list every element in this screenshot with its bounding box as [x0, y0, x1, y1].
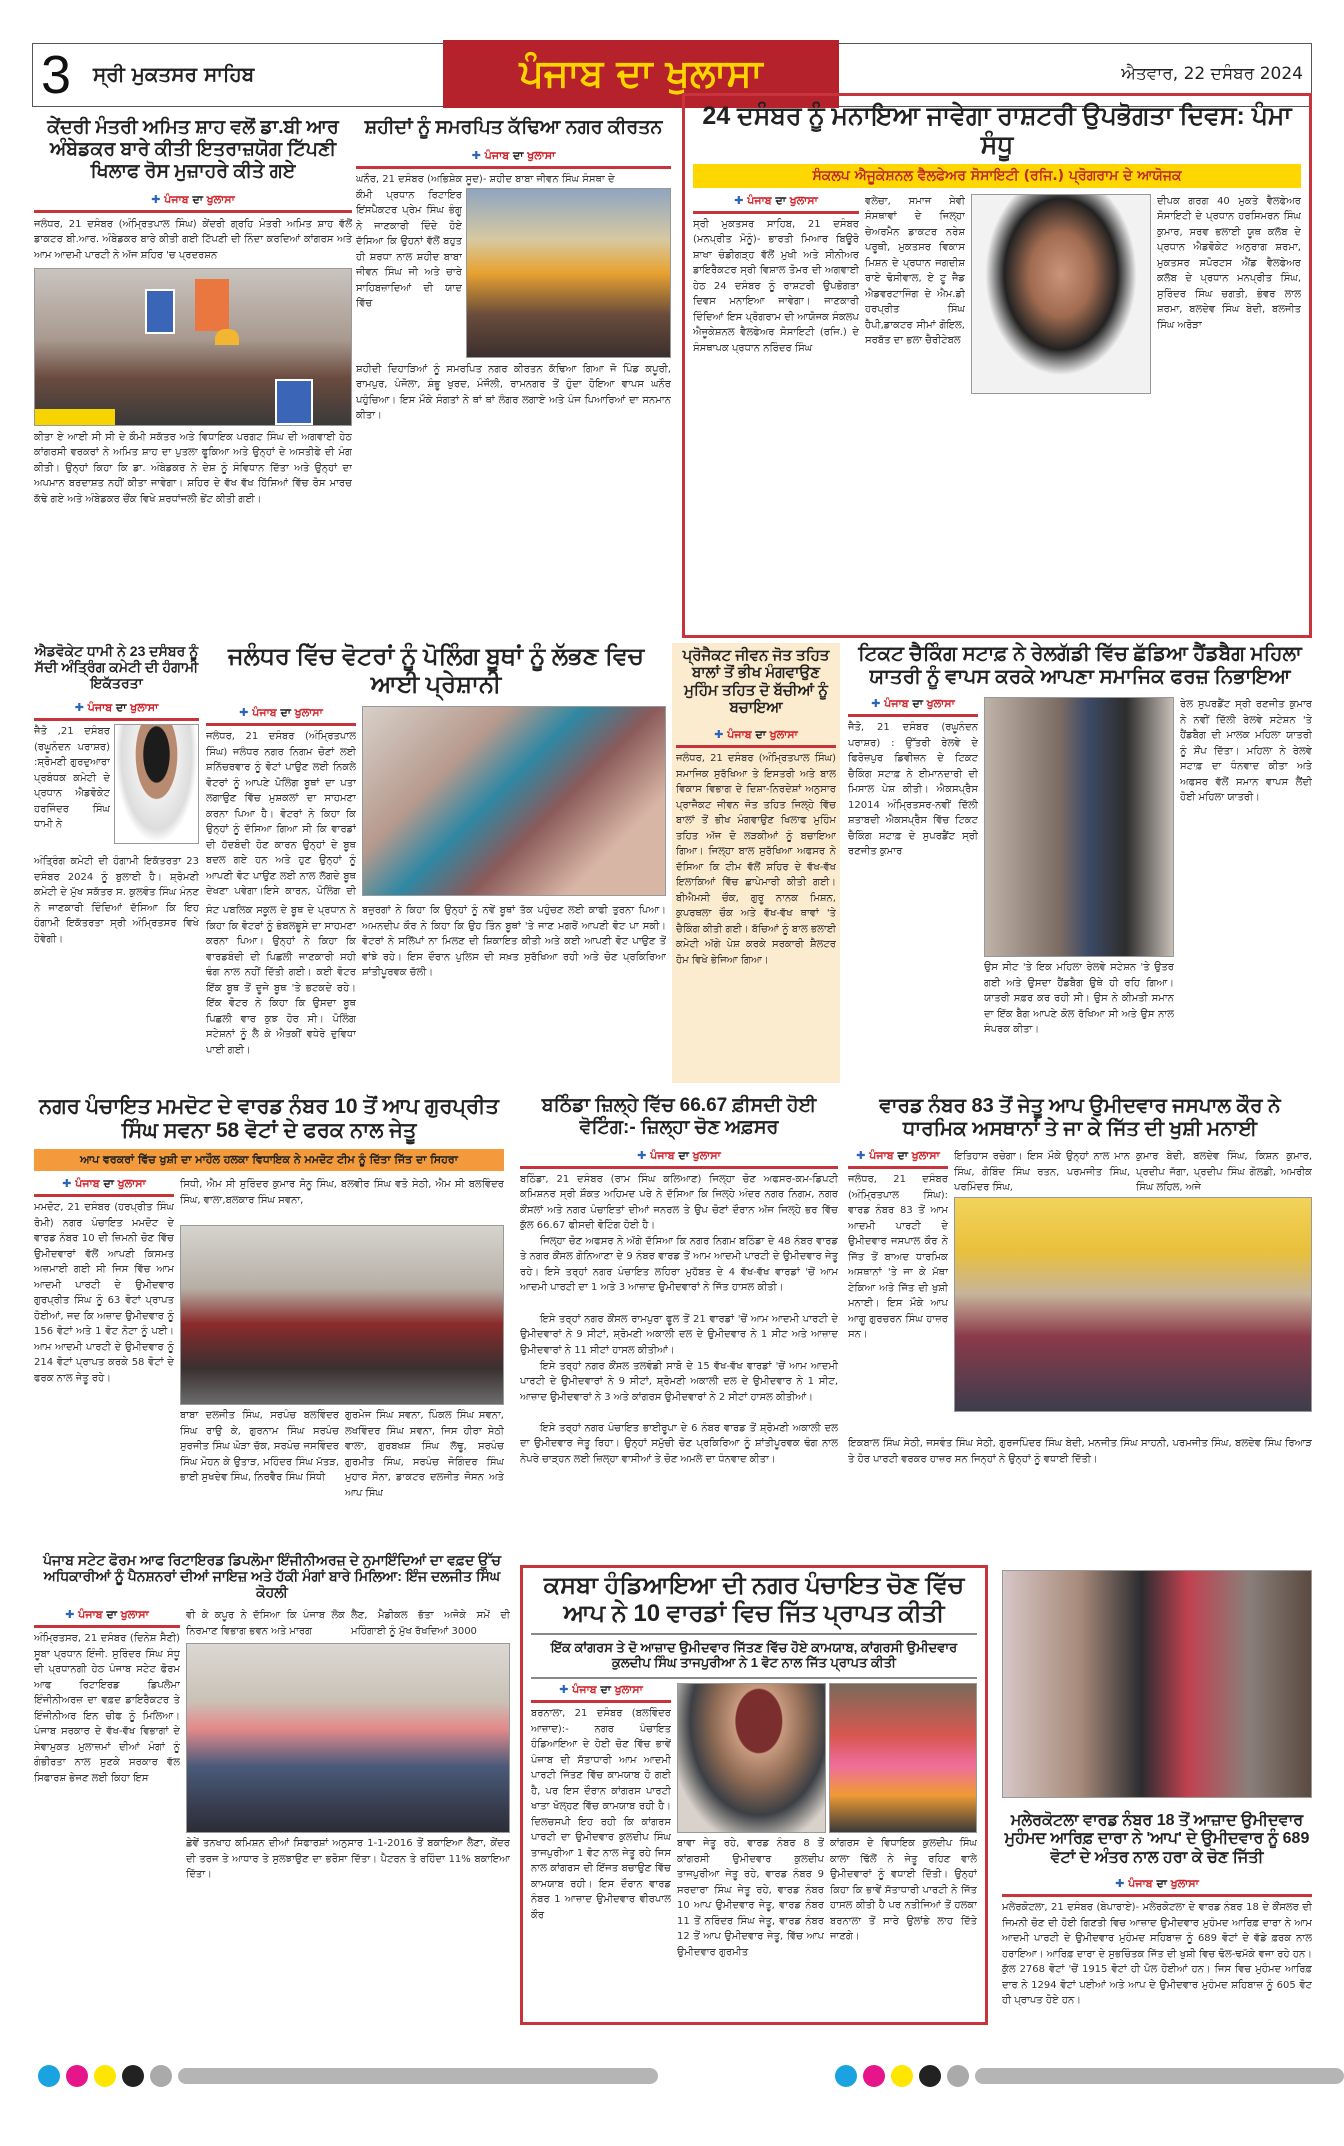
subheadline: ਇੱਕ ਕਾਂਗਰਸ ਤੇ ਦੋ ਆਜ਼ਾਦ ਉਮੀਦਵਾਰ ਜਿੱਤਣ ਵਿੱਚ ਹੋਏ ਕਾਮਯਾਬ, ਕਾਂਗਰਸੀ ਉਮੀਦਵਾਰ ਕੁਲਦੀਪ ਸਿੰਘ ਤਾਜਪੁਰੀਆ ਨੇ 1 ਵੋਟ ਨਾਲ ਜਿੱਤ ਪ੍ਰਾਪਤ ਕੀਤੀ — [550, 1640, 958, 1671]
headline: ਮਲੇਰਕੋਟਲਾ ਵਾਰਡ ਨੰਬਰ 18 ਤੋਂ ਆਜ਼ਾਦ ਉਮੀਦਵਾਰ ਮੁਹੰਮਦ ਆਰਿਫ਼ ਦਾਰਾ ਨੇ 'ਆਪ' ਦੇ ਉਮੀਦਵਾਰ ਨੂੰ 689 ਵੋਟਾਂ ਦੇ ਅੰਤਰ ਨਾਲ ਹਰਾ ਕੇ ਚੋਣ ਜਿੱਤੀ — [1004, 1812, 1310, 1866]
byline: ✚ ਪੰਜਾਬ ਦਾ ਖੁਲਾਸਾ — [693, 194, 859, 214]
article-jeevan-jot — [672, 643, 840, 1083]
article-dhami — [34, 643, 199, 1083]
headline: ਕਸਬਾ ਹੰਡਿਆਇਆ ਦੀ ਨਗਰ ਪੰਚਾਇਤ ਚੋਣ ਵਿੱਚ ਆਪ ਨੇ 10 ਵਾਰਡਾਂ ਵਿਚ ਜਿੱਤ ਪ੍ਰਾਪਤ ਕੀਤੀ — [543, 1572, 965, 1627]
delegation-photo — [186, 1643, 510, 1833]
byline: ✚ ਪੰਜਾਬ ਦਾ ਖੁਲਾਸਾ — [34, 193, 352, 213]
black-dot — [919, 2065, 941, 2087]
article-col-4: ਗੁਰਮੇਜ ਸਿੰਘ ਸਵਨਾ, ਪਿੰਕਲ ਸਿੰਘ ਸਵਨਾ, ਲਖਵਿੰਦਰ ਸਿੰਘ ਸਵਨਾ, ਜਿਸ ਹੀਰਾ ਸੇਠੀ ਵਾਲਾ, ਗੁਰਬਖਸ਼ ਸਿੰਘ ਲੱਢੂ, ਸਰਪੰਚ ਗੁਰਮੀਤ ਸਿੰਘ, ਸਰਪੰਚ ਜੋਗਿੰਦਰ ਸਿੰਘ ਮੁਹਾਰ ਸੋਨਾ, ਡਾਕਟਰ ਦਲਜੀਤ ਜੋਸਨ ਅਤੇ ਆਪ ਸਿੰਘ — [345, 1410, 504, 1499]
article-col-3: ਬਾਬਾ ਦਲਜੀਤ ਸਿੰਘ, ਸਰਪੰਚ ਬਲਵਿੰਦਰ ਸਿੰਘ ਰਾਉ ਕੇ, ਗੁਰਨਾਮ ਸਿੰਘ ਸਰਪੰਚ ਸੁਰਜੀਤ ਸਿੰਘ ਘੋੜਾ ਚੱਕ, ਸਰਪੰਚ ਜਸਵਿੰਦਰ ਸਿੰਘ ਮੋਹਨ ਕੇ ਉਤਾੜ, ਮਹਿੰਦਰ ਸਿੰਘ ਮੱਤੜ, ਭਾਈ ਸੁਖਦੇਵ ਸਿੰਘ, ਨਿਰਵੈਰ ਸਿੰਘ ਸਿੰਧੀ — [180, 1410, 339, 1484]
article-col-1: ਬਰਨਾਲਾ, 21 ਦਸੰਬਰ (ਬਲਵਿੰਦਰ ਆਜ਼ਾਦ):- ਨਗਰ ਪੰਚਾਇਤ ਹੰਡਿਆਇਆ ਦੇ ਹੋਈ ਚੋਣ ਵਿੱਚ ਭਾਵੇਂ ਪੰਜਾਬ ਦੀ ਸੱਤਾਧਾਰੀ ਆਮ ਆਦਮੀ ਪਾਰਟੀ ਜਿੱਤਣ ਵਿੱਚ ਕਾਮਯਾਬ ਹੋ ਗਈ ਹੈ, ਪਰ ਇਸ ਦੌਰਾਨ ਕਾਂਗਰਸ ਪਾਰਟੀ ਖਾਤਾ ਖੋਲ੍ਹਣ ਵਿੱਚ ਕਾਮਯਾਬ ਰਹੀ ਹੈ। ਦਿਲਚਸਪੀ ਇਹ ਰਹੀ ਕਿ ਕਾਂਗਰਸ ਪਾਰਟੀ ਦਾ ਉਮੀਦਵਾਰ ਕੁਲਦੀਪ ਸਿੰਘ ਤਾਜਪੁਰੀਆ 1 ਵੋਟ ਨਾਲ ਜੇਤੂ ਰਹੇ ਜਿਸ ਨਾਲ ਕਾਂਗਰਸ ਦੀ ਇੱਜਤ ਬਚਾਉਣ ਵਿੱਚ ਕਾਮਯਾਬ ਰਹੀ। ਇਸ ਦੌਰਾਨ ਵਾਰਡ ਨੰਬਰ 1 ਆਜ਼ਾਦ ਉਮੀਦਵਾਰ ਵੀਰਪਾਲ ਕੌਰ — [531, 1708, 671, 1921]
byline: ✚ ਪੰਜਾਬ ਦਾ ਖੁਲਾਸਾ — [206, 706, 356, 726]
print-color-bar-left — [38, 2065, 658, 2087]
train-staff-photo — [984, 697, 1174, 957]
page-number: 3 — [41, 45, 72, 105]
article-para-5: ਇਸੇ ਤਰ੍ਹਾਂ ਨਗਰ ਪੰਚਾਇਤ ਭਾਈਰੂਪਾ ਦੇ 6 ਨੰਬਰ ਵਾਰਡ ਤੋਂ ਸ਼੍ਰੋਮਣੀ ਅਕਾਲੀ ਦਲ ਦਾ ਉਮੀਦਵਾਰ ਜੇਤੂ ਰਿਹਾ। ਉਨ੍ਹਾਂ ਸਮੁੱਚੀ ਚੋਣ ਪ੍ਰਕਿਰਿਆ ਨੂੰ ਸ਼ਾਂਤੀਪੂਰਵਕ ਢੰਗ ਨਾਲ ਨੇਪਰੇ ਚਾੜ੍ਹਨ ਲਈ ਜ਼ਿਲ੍ਹਾ ਵਾਸੀਆਂ ਤੇ ਚੋਣ ਅਮਲੇ ਦਾ ਧੰਨਵਾਦ ਕੀਤਾ। — [520, 1422, 838, 1465]
edition-city: ਸ੍ਰੀ ਮੁਕਤਸਰ ਸਾਹਿਬ — [93, 62, 255, 86]
article-col-1: ਜਲੰਧਰ, 21 ਦਸੰਬਰ (ਅੰਮ੍ਰਿਤਪਾਲ ਸਿੰਘ): ਵਾਰਡ ਨੰਬਰ 83 ਤੋਂ ਆਮ ਆਦਮੀ ਪਾਰਟੀ ਦੇ ਉਮੀਦਵਾਰ ਜਸਪਾਲ ਕੌਰ ਨੇ ਜਿੱਤ ਤੋਂ ਬਾਅਦ ਧਾਰਮਿਕ ਅਸਥਾਨਾਂ 'ਤੇ ਜਾ ਕੇ ਮੱਥਾ ਟੇਕਿਆ ਅਤੇ ਜਿੱਤ ਦੀ ਖੁਸ਼ੀ ਮਨਾਈ। ਇਸ ਮੌਕੇ ਆਪ ਆਗੂ ਗੁਰਚਰਨ ਸਿੰਘ ਹਾਜ਼ਰ ਸਨ। — [848, 1174, 948, 1340]
article-col-3: ਕੁਮਾਰ ਬੇਦੀ, ਬਲਦੇਵ ਸਿੰਘ, ਕਿਸ਼ਨ ਕੁਮਾਰ, ਪ੍ਰਦੀਪ ਜੱਗਾ, ਪ੍ਰਦੀਪ ਸਿੰਘ ਗੋਲਡੀ, ਅਮਰੀਕ ਸਿੰਘ ਲਹਿਲ, ਅਜੇ — [1136, 1151, 1312, 1193]
article-para-4: ਇਸੇ ਤਰ੍ਹਾਂ ਨਗਰ ਕੌਂਸਲ ਤਲਵੰਡੀ ਸਾਬੋ ਦੇ 15 ਵੱਖ-ਵੱਖ ਵਾਰਡਾਂ 'ਚੋਂ ਆਮ ਆਦਮੀ ਪਾਰਟੀ ਦੇ ਉਮੀਦਵਾਰਾਂ ਨੇ 9 ਸੀਟਾਂ, ਸ਼੍ਰੋਮਣੀ ਅਕਾਲੀ ਦਲ ਦੇ ਉਮੀਦਵਾਰ ਨੇ 1 ਸੀਟ, ਆਜ਼ਾਦ ਉਮੀਦਵਾਰਾਂ ਨੇ 3 ਅਤੇ ਕਾਂਗਰਸ ਉਮੀਦਵਾਰਾਂ ਨੇ 2 ਸੀਟਾਂ ਹਾਸਲ ਕੀਤੀਆਂ। — [520, 1360, 838, 1403]
article-col-1: ਅੰਮ੍ਰਿਤਸਰ, 21 ਦਸੰਬਰ (ਦਿਨੇਸ਼ ਸੈਣੀ) ਸੂਬਾ ਪ੍ਰਧਾਨ ਇੰਜੀ. ਸੁਰਿੰਦਰ ਸਿੰਘ ਸੰਧੂ ਦੀ ਪ੍ਰਧਾਨਗੀ ਹੇਠ ਪੰਜਾਬ ਸਟੇਟ ਫੋਰਮ ਆਫ ਰਿਟਾਇਰਡ ਡਿਪਲੋਮਾ ਇੰਜੀਨੀਅਰਜ਼ ਦਾ ਵਫ਼ਦ ਡਾਇਰੈਕਟਰ ਤੇ ਇੰਜੀਨੀਅਰ ਇਨ ਚੀਫ ਨੂੰ ਮਿਲਿਆ। ਪੰਜਾਬ ਸਰਕਾਰ ਦੇ ਵੱਖ-ਵੱਖ ਵਿਭਾਗਾਂ ਦੇ ਸੇਵਾਮੁਕਤ ਮੁਲਾਜ਼ਮਾਂ ਦੀਆਂ ਮੰਗਾਂ ਨੂੰ ਗੰਭੀਰਤਾ ਨਾਲ ਸੁਣਕੇ ਸਰਕਾਰ ਵੱਲ ਸਿਫਾਰਸ਼ ਭੇਜਣ ਲਈ ਕਿਹਾ ਇਸ — [34, 1633, 180, 1784]
byline: ✚ ਪੰਜਾਬ ਦਾ ਖੁਲਾਸਾ — [356, 149, 671, 169]
byline: ✚ ਪੰਜਾਬ ਦਾ ਖੁਲਾਸਾ — [1002, 1877, 1312, 1897]
dhami-photo — [114, 724, 199, 844]
article-side: ਕੌਮੀ ਪ੍ਰਧਾਨ ਰਿਟਾਇਰ ਇਂਸਪੈਕਟਰ ਪ੍ਰੇਮ ਸਿੰਘ ਭੰਗੂ ਨੇ ਜਾਣਕਾਰੀ ਦਿੰਦੇ ਹੋਏ ਦੱਸਿਆ ਕਿ ਉਹਨਾਂ ਵੱਲੋਂ ਬਹੁਤ ਹੀ ਸ਼ਰਧਾ ਨਾਲ ਸ਼ਹੀਦ ਬਾਬਾ ਜੀਵਨ ਸਿੰਘ ਜੀ ਅਤੇ ਚਾਰੇ ਸਾਹਿਬਜ਼ਾਦਿਆਂ ਦੀ ਯਾਦ ਵਿੱਚ — [356, 189, 462, 310]
article-body: ਅੰਤ੍ਰਿੰਗ ਕਮੇਟੀ ਦੀ ਹੰਗਾਮੀ ਇਕੱਤਰਤਾ 23 ਦਸੰਬਰ 2024 ਨੂੰ ਬੁਲਾਈ ਹੈ। ਸ਼੍ਰੋਮਣੀ ਕਮੇਟੀ ਦੇ ਮੁੱਖ ਸਕੱਤਰ ਸ. ਕੁਲਵੰਤ ਸਿੰਘ ਮੰਨਣ ਨੇ ਜਾਣਕਾਰੀ ਦਿੰਦਿਆਂ ਦੱਸਿਆ ਕਿ ਇਹ ਹੰਗਾਮੀ ਇਕੱਤਰਤਾ ਸ੍ਰੀ ਅੰਮ੍ਰਿਤਸਰ ਵਿਖੇ ਹੋਵੇਗੀ। — [34, 856, 199, 945]
gray-dot — [947, 2065, 969, 2087]
byline: ✚ ਪੰਜਾਬ ਦਾ ਖੁਲਾਸਾ — [531, 1683, 671, 1703]
article-polling-booth — [206, 643, 666, 1083]
article-col-2: ਇਤਿਹਾਸ ਰਚੇਗਾ। ਇਸ ਮੌਕੇ ਉਨ੍ਹਾਂ ਨਾਲ ਮਾਨ ਸਿੰਘ, ਗੋਬਿੰਦ ਸਿੰਘ ਰਤਨ, ਪਰਮਜੀਤ ਸਿੰਘ, ਪਰਮਿੰਦਰ ਸਿੰਘ, — [954, 1151, 1130, 1193]
article-body: ਸ਼ਹੀਦੀ ਦਿਹਾੜਿਆਂ ਨੂੰ ਸਮਰਪਿਤ ਨਗਰ ਕੀਰਤਨ ਕੱਢਿਆ ਗਿਆ ਜੋ ਪਿੰਡ ਕਪੂਰੀ, ਰਾਮਪੁਰ, ਪੰਜੋਲਾ, ਸ਼ੰਭੂ ਖੁਰਦ, ਮੰਜੌਲੀ, ਰਾਮਨਗਰ ਤੋਂ ਹੁੰਦਾ ਹੋਇਆ ਵਾਪਸ ਘਨੌਰ ਪਹੁੰਚਿਆ। ਇਸ ਮੌਕੇ ਸੰਗਤਾਂ ਨੇ ਥਾਂ ਥਾਂ ਲੰਗਰ ਲਗਾਏ ਅਤੇ ਪੰਜ ਪਿਆਰਿਆਂ ਦਾ ਸਨਮਾਨ ਕੀਤਾ। — [356, 363, 671, 422]
article-mamdot — [34, 1095, 504, 1535]
jaspal-kaur-celebration-photo — [954, 1197, 1312, 1412]
protest-photo — [34, 268, 352, 426]
subheadline: ਸੰਕਲਪ ਐਜੂਕੇਸ਼ਨਲ ਵੈਲਫੇਅਰ ਸੋਸਾਇਟੀ (ਰਜਿ.) ਪ੍ਰੋਗਰਾਮ ਦੇ ਆਯੋਜਕ — [693, 164, 1301, 188]
article-body: ਬਠਿੰਡਾ, 21 ਦਸੰਬਰ (ਰਾਮ ਸਿੰਘ ਕਲਿਆਣ) ਜਿਲ੍ਹਾ ਚੋਣ ਅਫਸਰ-ਕਮ-ਡਿਪਟੀ ਕਮਿਸ਼ਨਰ ਸ੍ਰੀ ਸ਼ੌਕਤ ਅਹਿਮਦ ਪਰੇ ਨੇ ਦੱਸਿਆ ਕਿ ਜਿਲ੍ਹੇ ਅੰਦਰ ਨਗਰ ਨਿਗਮ, ਨਗਰ ਕੌਂਸਲਾਂ ਅਤੇ ਨਗਰ ਪੰਚਾਇਤਾਂ ਦੀਆਂ ਜਨਰਲ ਤੇ ਉਪ ਚੋਣਾਂ ਦੌਰਾਨ ਅੱਜ ਜਿਲ੍ਹੇ ਭਰ ਵਿੱਚ ਕੁੱਲ 66.67 ਫੀਸਦੀ ਵੋਟਿੰਗ ਹੋਈ ਹੈ। — [520, 1173, 838, 1232]
article-col-2: ਸਿਧੀ, ਐਮ ਸੀ ਸੁਰਿੰਦਰ ਕੁਮਾਰ ਸੋਨੂ ਸਿੰਘ, ਬਲਵੀਰ ਸਿੰਘ ਵਤੋ ਸੇਠੀ, ਐਮ ਸੀ ਬਲਵਿੰਦਰ ਸਿੰਘ, ਵਾਲਾ,ਬਲਕਾਰ ਸਿੰਘ ਸਵਨਾ, — [180, 1179, 504, 1206]
winner-photo-2 — [829, 1683, 978, 1833]
yellow-dot — [891, 2065, 913, 2087]
headline: ਬਠਿੰਡਾ ਜ਼ਿਲ੍ਹੇ ਵਿੱਚ 66.67 ਫ਼ੀਸਦੀ ਹੋਈ ਵੋਟਿੰਗ:- ਜ਼ਿਲ੍ਹਾ ਚੋਣ ਅਫ਼ਸਰ — [541, 1095, 817, 1138]
headline: ਟਿਕਟ ਚੈਕਿੰਗ ਸਟਾਫ਼ ਨੇ ਰੇਲਗੱਡੀ ਵਿੱਚ ਛੱਡਿਆ ਹੈਂਡਬੈਗ ਮਹਿਲਾ ਯਾਤਰੀ ਨੂੰ ਵਾਪਸ ਕਰਕੇ ਆਪਣਾ ਸਮਾਜਿਕ ਫਰਜ਼ ਨਿਭਾਇਆ — [858, 643, 1302, 688]
article-body-2: ਬਜ਼ੁਰਗਾਂ ਨੇ ਕਿਹਾ ਕਿ ਉਨ੍ਹਾਂ ਨੂੰ ਨਵੇਂ ਬੂਥਾਂ ਤੱਕ ਪਹੁੰਚਣ ਲਈ ਕਾਫੀ ਤੁਰਨਾ ਪਿਆ। ਅਮਨਦੀਪ ਕੌਰ ਨੇ ਕਿਹਾ ਕਿ ਉਹ ਤਿੰਨ ਬੂਥਾਂ 'ਤੇ ਜਾਣ ਮਗਰੋਂ ਆਪਣੀ ਵੋਟ ਪਾ ਸਕੀ। ਵੋਟਰਾਂ ਨੇ ਸਲਿੱਪਾਂ ਨਾ ਮਿਲਣ ਦੀ ਸ਼ਿਕਾਇਤ ਕੀਤੀ ਅਤੇ ਕਈ ਆਪਣੀ ਵੋਟ ਪਾਉਣ ਤੋਂ ਵਾਂਝੇ ਰਹੇ। ਇਸ ਦੌਰਾਨ ਪੁਲਿਸ ਦੀ ਸਖ਼ਤ ਸੁਰੱਖਿਆ ਰਹੀ ਅਤੇ ਚੋਣ ਪ੍ਰਕਿਰਿਆ ਸ਼ਾਂਤੀਪੂਰਵਕ ਚੱਲੀ। — [362, 905, 666, 979]
article-col-2: ਉਸ ਸੀਟ 'ਤੇ ਇਕ ਮਹਿਲਾ ਰੇਲਵੇ ਸਟੇਸ਼ਨ 'ਤੇ ਉਤਰ ਗਈ ਅਤੇ ਉਸਦਾ ਹੈਂਡਬੈਗ ਉਥੇ ਹੀ ਰਹਿ ਗਿਆ। ਯਾਤਰੀ ਸਫ਼ਰ ਕਰ ਰਹੀ ਸੀ। ਉਸ ਨੇ ਕੀਮਤੀ ਸਮਾਨ ਦਾ ਇੱਕ ਬੈਗ ਆਪਣੇ ਕੋਲ ਰੱਖਿਆ ਸੀ ਅਤੇ ਉਸ ਨਾਲ ਸੰਪਰਕ ਕੀਤਾ। — [984, 962, 1174, 1035]
mamdot-celebration-photo — [180, 1225, 504, 1405]
article-col-1: ਜੈਤੋ, 21 ਦਸੰਬਰ (ਰਘੂਨੰਦਨ ਪਰਾਸ਼ਰ) : ਉੱਤਰੀ ਰੇਲਵੇ ਦੇ ਫਿਰੋਜ਼ਪੁਰ ਡਿਵੀਜ਼ਨ ਦੇ ਟਿਕਟ ਚੈਕਿੰਗ ਸਟਾਫ਼ ਨੇ ਈਮਾਨਦਾਰੀ ਦੀ ਮਿਸਾਲ ਪੇਸ਼ ਕੀਤੀ। ਐਕਸਪ੍ਰੈਸ 12014 ਅੰਮ੍ਰਿਤਸਰ-ਨਵੀਂ ਦਿੱਲੀ ਸ਼ਤਾਬਦੀ ਐਕਸਪ੍ਰੈਸ ਵਿੱਚ ਟਿਕਟ ਚੈਕਿੰਗ ਸਟਾਫ਼ ਦੇ ਸੁਪਰਡੈਂਟ ਸ੍ਰੀ ਰਣਜੀਤ ਕੁਮਾਰ — [848, 722, 978, 857]
newspaper-title: ਪੰਜਾਬ ਦਾ ਖੁਲਾਸਾ — [443, 40, 839, 108]
magenta-dot — [863, 2065, 885, 2087]
article-amit-shah — [34, 117, 352, 637]
headline: 24 ਦਸੰਬਰ ਨੂੰ ਮਨਾਇਆ ਜਾਵੇਗਾ ਰਾਸ਼ਟਰੀ ਉਪਭੋਗਤਾ ਦਿਵਸ: ਪੰਮਾ ਸੰਧੂ — [702, 102, 1292, 159]
byline: ✚ ਪੰਜਾਬ ਦਾ ਖੁਲਾਸਾ — [520, 1149, 838, 1169]
article-lead: ਜੈਤੋ ,21 ਦਸੰਬਰ (ਰਘੂਨੰਦਨ ਪਰਾਸ਼ਰ) :ਸ਼੍ਰੋਮਣੀ ਗੁਰਦੁਆਰਾ ਪ੍ਰਬੰਧਕ ਕਮੇਟੀ ਦੇ ਪ੍ਰਧਾਨ ਐਡਵੋਕੇਟ ਹਰਜਿੰਦਰ ਸਿੰਘ ਧਾਮੀ ਨੇ — [34, 726, 110, 831]
plus-icon: ✚ — [151, 192, 161, 206]
yellow-dot — [94, 2065, 116, 2087]
subheadline: ਆਪ ਵਰਕਰਾਂ ਵਿੱਚ ਖੁਸ਼ੀ ਦਾ ਮਾਹੌਲ ਹਲਕਾ ਵਿਧਾਇਕ ਨੇ ਮਮਦੋਟ ਟੀਮ ਨੂੰ ਦਿੱਤਾ ਜਿੱਤ ਦਾ ਸਿਹਰਾ — [34, 1149, 504, 1171]
headline: ਪੰਜਾਬ ਸਟੇਟ ਫੋਰਮ ਆਫ ਰਿਟਾਇਰਡ ਡਿਪਲੋਮਾ ਇੰਜੀਨੀਅਰਜ਼ ਦੇ ਨੁਮਾਇੰਦਿਆਂ ਦਾ ਵਫ਼ਦ ਉੱਚ ਅਧਿਕਾਰੀਆਂ ਨੂੰ ਪੈਨਸ਼ਨਰਾਂ ਦੀਆਂ ਜਾਇਜ਼ ਅਤੇ ਹੱਕੀ ਮੰਗਾਂ ਬਾਰੇ ਮਿਲਿਆ: ਇੰਜ ਦਲਜੀਤ ਸਿੰਘ ਕੋਹਲੀ — [43, 1552, 501, 1601]
headline: ਸ਼ਹੀਦਾਂ ਨੂੰ ਸਮਰਪਿਤ ਕੱਢਿਆ ਨਗਰ ਕੀਰਤਨ — [364, 117, 663, 138]
divider — [531, 1633, 977, 1635]
article-col-3: ਦੀਪਕ ਗਰਗ 40 ਮੁਕਤੇ ਵੈਲਫੇਅਰ ਸੋਸਾਇਟੀ ਦੇ ਪ੍ਰਧਾਨ ਹਰਸਿਮਰਨ ਸਿੰਘ ਕੁਮਾਰ, ਸਰਵ ਭਲਾਈ ਯੂਥ ਕਲੱਬ ਦੇ ਪ੍ਰਧਾਨ ਐਡਵੋਕੇਟ ਅਨੁਰਾਗ ਸ਼ਰਮਾ, ਮੁਕਤਸਰ ਸਪੋਰਟਸ ਐਂਡ ਵੈਲਫੇਅਰ ਕਲੱਬ ਦੇ ਪ੍ਰਧਾਨ ਮਨਪ੍ਰੀਤ ਸਿੰਘ, ਸੁਰਿੰਦਰ ਸਿੰਘ ਚਗਤੀ, ਭੰਵਰ ਲਾਲ ਸ਼ਰਮਾ, ਬਲਦੇਵ ਸਿੰਘ ਬੇਦੀ, ਬਲਜੀਤ ਸਿੰਘ ਅਰੋੜਾ — [1157, 195, 1301, 331]
magenta-dot — [66, 2065, 88, 2087]
article-malerkotla — [1002, 1570, 1312, 2050]
article-col-2: ਵਲੇਚਾ, ਸਮਾਜ ਸੇਵੀ ਸੰਸਥਾਵਾਂ ਦੇ ਜਿਲ੍ਹਾ ਚੇਅਰਮੈਨ ਡਾਕਟਰ ਨਰੇਸ਼ ਪਰੂਥੀ, ਮੁਕਤਸਰ ਵਿਕਾਸ ਮਿਸ਼ਨ ਦੇ ਪ੍ਰਧਾਨ ਜਗਦੀਸ਼ ਰਾਏ ਢੋਸੀਵਾਲ, ਏ ਟੂ ਜੈਡ ਐਡਵਰਟਾਜਿੰਗ ਦੇ ਐਮ.ਡੀ ਹਰਪ੍ਰੀਤ ਸਿੰਘ ਹੈਪੀ,ਡਾਕਟਰ ਸੀਮਾਂ ਗੋਇਲ, ਸਰਬੱਤ ਦਾ ਭਲਾ ਚੈਰੀਟੇਬਲ — [865, 195, 965, 346]
byline: ✚ ਪੰਜਾਬ ਦਾ ਖੁਲਾਸਾ — [34, 701, 199, 721]
article-body: ਸੰਟ ਪਬਲਿਕ ਸਕੂਲ ਦੇ ਬੂਥ ਦੇ ਪ੍ਰਧਾਨ ਨੇ ਕਿਹਾ ਕਿ ਵੋਟਰਾਂ ਨੂੰ ਭੰਬਲਭੂਸੇ ਦਾ ਸਾਹਮਣਾ ਕਰਨਾ ਪਿਆ। ਉਨ੍ਹਾਂ ਨੇ ਕਿਹਾ ਕਿ ਵਾਰਡਬੰਦੀ ਦੀ ਪਿਛਲੀ ਜਾਣਕਾਰੀ ਸਹੀ ਢੰਗ ਨਾਲ ਨਹੀਂ ਦਿੱਤੀ ਗਈ। ਕਈ ਵੋਟਰ ਇੱਕ ਬੂਥ ਤੋਂ ਦੂਜੇ ਬੂਥ 'ਤੇ ਭਟਕਦੇ ਰਹੇ। ਇੱਕ ਵੋਟਰ ਨੇ ਕਿਹਾ ਕਿ ਉਸਦਾ ਬੂਥ ਪਿਛਲੀ ਵਾਰ ਕੁਝ ਹੋਰ ਸੀ। ਪੋਲਿੰਗ ਸਟੇਸ਼ਨਾਂ ਨੂੰ ਲੈ ਕੇ ਐਤਕੀਂ ਵਧੇਰੇ ਦੁਵਿਧਾ ਪਾਈ ਗਈ। — [206, 905, 356, 1056]
headline: ਪ੍ਰੋਜੈਕਟ ਜੀਵਨ ਜੋਤ ਤਹਿਤ ਬਾਲਾਂ ਤੋਂ ਭੀਖ ਮੰਗਵਾਉਣ ਮੁਹਿੰਮ ਤਹਿਤ ਦੋ ਬੱਚੀਆਂ ਨੂੰ ਬਚਾਇਆ — [682, 647, 830, 716]
byline: ✚ ਪੰਜਾਬ ਦਾ ਖੁਲਾਸਾ — [34, 1177, 174, 1197]
article-body: ਮਲੇਰਕੋਟਲਾ, 21 ਦਸੰਬਰ (ਬੇਪਾਰਾਏ)- ਮਲੇਰਕੋਟਲਾ ਦੇ ਵਾਰਡ ਨੰਬਰ 18 ਦੇ ਕੌਂਸਲਰ ਦੀ ਜਿਮਨੀ ਚੋਣ ਦੀ ਹੋਈ ਗਿਣਤੀ ਵਿਚ ਆਜ਼ਾਦ ਉਮੀਦਵਾਰ ਮੁਹੰਮਦ ਆਰਿਫ਼ ਦਾਰਾ ਨੇ ਆਮ ਆਦਮੀ ਪਾਰਟੀ ਦੇ ਉਮੀਦਵਾਰ ਮੁਹੰਮਦ ਸਹਿਬਾਜ਼ ਨੂੰ 689 ਵੋਟਾਂ ਦੇ ਵੱਡੇ ਫ਼ਰਕ ਨਾਲ ਹਰਾਇਆ। ਆਰਿਫ਼ ਦਾਰਾ ਦੇ ਸੁਭਚਿੰਤਕ ਜਿੱਤ ਦੀ ਖੁਸ਼ੀ ਵਿਚ ਢੋਲ-ਢਮੱਕੇ ਵਜਾ ਰਹੇ ਹਨ। ਕੁੱਲ 2768 ਵੋਟਾਂ 'ਚੋਂ 1915 ਵੋਟਾਂ ਹੀ ਪੋਲ ਹੋਈਆਂ ਹਨ। ਜਿਸ ਵਿਚ ਮੁਹੰਮਦ ਆਰਿਫ਼ ਦਾਰ ਨੇ 1294 ਵੋਟਾਂ ਪਈਆਂ ਅਤੇ ਆਪ ਦੇ ਉਮੀਦਵਾਰ ਮੁਹੰਮਦ ਸ਼ਹਿਬਾਜ਼ ਨੂੰ 605 ਵੋਟ ਹੀ ਪ੍ਰਾਪਤ ਹੋਏ ਹਨ। — [1002, 1902, 1312, 2007]
cyan-dot — [835, 2065, 857, 2087]
headline: ਕੇਂਦਰੀ ਮੰਤਰੀ ਅਮਿਤ ਸ਼ਾਹ ਵਲੋਂ ਡਾ.ਬੀ ਆਰ ਅੰਬੇਡਕਰ ਬਾਰੇ ਕੀਤੀ ਇਤਰਾਜ਼ਯੋਗ ਟਿੱਪਣੀ ਖਿਲਾਫ ਰੋਸ ਮੁਜ਼ਾਹਰੇ ਕੀਤੇ ਗਏ — [47, 117, 339, 182]
polling-photo — [362, 706, 666, 896]
article-body: ਕੀਤਾ ਏ ਆਈ ਸੀ ਸੀ ਦੇ ਕੌਮੀ ਸਕੱਤਰ ਅਤੇ ਵਿਧਾਇਕ ਪਰਗਟ ਸਿੰਘ ਦੀ ਅਗਵਾਈ ਹੇਠ ਕਾਂਗਰਸੀ ਵਰਕਰਾਂ ਨੇ ਅਮਿਤ ਸ਼ਾਹ ਦਾ ਪੁਤਲਾ ਫੂਕਿਆ ਅਤੇ ਉਨ੍ਹਾਂ ਦੇ ਅਸਤੀਫੇ ਦੀ ਮੰਗ ਕੀਤੀ। ਉਨ੍ਹਾਂ ਕਿਹਾ ਕਿ ਡਾ. ਅੰਬੇਡਕਰ ਨੇ ਦੇਸ਼ ਨੂੰ ਸੰਵਿਧਾਨ ਦਿੱਤਾ ਅਤੇ ਉਨ੍ਹਾਂ ਦਾ ਅਪਮਾਨ ਬਰਦਾਸ਼ਤ ਨਹੀਂ ਕੀਤਾ ਜਾਵੇਗਾ। ਸ਼ਹਿਰ ਦੇ ਵੱਖ ਵੱਖ ਹਿੱਸਿਆਂ ਵਿੱਚ ਰੋਸ ਮਾਰਚ ਕੱਢੇ ਗਏ ਅਤੇ ਅੰਬੇਡਕਰ ਚੌਂਕ ਵਿਖੇ ਸ਼ਰਧਾਂਜਲੀ ਭੇਂਟ ਕੀਤੀ ਗਈ। — [34, 431, 352, 505]
article-nagar-kirtan — [356, 117, 671, 637]
article-col-3: ਰੇਲ ਸੁਪਰਡੈਂਟ ਸ੍ਰੀ ਰਣਜੀਤ ਕੁਮਾਰ ਨੇ ਨਵੀਂ ਦਿੱਲੀ ਰੇਲਵੇ ਸਟੇਸ਼ਨ 'ਤੇ ਹੈਂਡਬੈਗ ਦੀ ਮਾਲਕ ਮਹਿਲਾ ਯਾਤਰੀ ਨੂੰ ਸੌਂਪ ਦਿੱਤਾ। ਮਹਿਲਾ ਨੇ ਰੇਲਵੇ ਸਟਾਫ਼ ਦਾ ਧੰਨਵਾਦ ਕੀਤਾ ਅਤੇ ਅਫਸਰ ਵੱਲੋਂ ਸਮਾਨ ਵਾਪਸ ਲੈਂਦੀ ਹੋਈ ਮਹਿਲਾ ਯਾਤਰੀ। — [1180, 699, 1312, 803]
winner-photo-1 — [677, 1683, 826, 1833]
byline: ✚ ਪੰਜਾਬ ਦਾ ਖੁਲਾਸਾ — [848, 1149, 948, 1169]
byline: ✚ ਪੰਜਾਬ ਦਾ ਖੁਲਾਸਾ — [34, 1608, 180, 1628]
print-color-bar-right — [835, 2065, 1344, 2087]
gray-dot — [150, 2065, 172, 2087]
article-col-2: ਬਾਵਾ ਜੇਤੂ ਰਹੇ, ਵਾਰਡ ਨੰਬਰ 8 ਤੋਂ ਕਾਂਗਰਸੀ ਉਮੀਦਵਾਰ ਕੁਲਦੀਪ ਤਾਜਪੁਰੀਆ ਜੇਤੂ ਰਹੇ, ਵਾਰਡ ਨੰਬਰ 9 ਸਰਦਾਰਾ ਸਿੰਘ ਜੇਤੂ ਰਹੇ, ਵਾਰਡ ਨੰਬਰ 10 ਆਪ ਉਮੀਦਵਾਰ ਜੇਤੂ, ਵਾਰਡ ਨੰਬਰ 11 ਤੋਂ ਨਰਿੰਦਰ ਸਿੰਘ ਜੇਤੂ, ਵਾਰਡ ਨੰਬਰ 12 ਤੋਂ ਆਪ ਉਮੀਦਵਾਰ ਜੇਤੂ, ਵਿੱਚ ਆਪ ਉਮੀਦਵਾਰ ਗੁਰਮੀਤ — [677, 1838, 824, 1958]
headline: ਵਾਰਡ ਨੰਬਰ 83 ਤੋਂ ਜੇਤੂ ਆਪ ਉਮੀਦਵਾਰ ਜਸਪਾਲ ਕੌਰ ਨੇ ਧਾਰਮਿਕ ਅਸਥਾਨਾਂ ਤੇ ਜਾ ਕੇ ਜਿੱਤ ਦੀ ਖੁਸ਼ੀ ਮਨਾਈ — [879, 1095, 1281, 1140]
cyan-dot — [38, 2065, 60, 2087]
article-col-3: ਲੈਣ, ਮੈਡੀਕਲ ਭੱਤਾ ਅਜੋਕੇ ਸਮੇਂ ਦੀ ਮਹਿੰਗਾਈ ਨੂੰ ਮੁੱਖ ਰੱਖਦਿਆਂ 3000 — [351, 1610, 510, 1637]
article-col-1: ਸ੍ਰੀ ਮੁਕਤਸਰ ਸਾਹਿਬ, 21 ਦਸੰਬਰ (ਮਨਪ੍ਰੀਤ ਮੋਨੂੰ)- ਭਾਰਤੀ ਮਿਆਰ ਬਿਊਰੋ ਸ਼ਾਖਾ ਚੰਡੀਗੜ੍ਹ ਵੱਲੋਂ ਮੁਖੀ ਅਤੇ ਸੀਨੀਅਰ ਡਾਇਰੈਕਟਰ ਸ੍ਰੀ ਵਿਸ਼ਾਲ ਤੋਮਰ ਦੀ ਅਗਵਾਈ ਹੇਠ 24 ਦਸੰਬਰ ਨੂੰ ਰਾਸ਼ਟਰੀ ਉਪਭੋਗਤਾ ਦਿਵਸ ਮਨਾਇਆ ਜਾਵੇਗਾ। ਜਾਣਕਾਰੀ ਦਿੰਦਿਆਂ ਇਸ ਪ੍ਰੋਗਰਾਮ ਦੀ ਆਯੋਜਕ ਸੰਕਲਪ ਐਜੂਕੇਸ਼ਨਲ ਵੈਲਫੇਅਰ ਸੋਸਾਇਟੀ (ਰਜਿ.) ਦੇ ਸੰਸਥਾਪਕ ਪ੍ਰਧਾਨ ਨਰਿੰਦਰ ਸਿੰਘ — [693, 218, 859, 354]
article-bottom: ਛੇਵੇਂ ਤਨਖਾਹ ਕਮਿਸ਼ਨ ਦੀਆਂ ਸਿਫਾਰਸ਼ਾਂ ਅਨੁਸਾਰ 1-1-2016 ਤੋਂ ਬਕਾਇਆ ਲੈਣਾ, ਕੇਂਦਰ ਦੀ ਤਰਜ ਤੇ ਆਧਾਰ ਤੇ ਸੁਲਝਾਉਣ ਦਾ ਭਰੋਸਾ ਦਿੱਤਾ। ਪੈਟਰਨ ਤੇ ਰਹਿੰਦਾ 11% ਬਕਾਇਆ ਦਿੱਤਾ। — [186, 1838, 510, 1881]
article-handiaya — [520, 1565, 988, 2025]
article-para-3: ਇਸੇ ਤਰ੍ਹਾਂ ਨਗਰ ਕੌਂਸਲ ਰਾਮਪੁਰਾ ਫੂਲ ਤੋਂ 21 ਵਾਰਡਾਂ 'ਚੋਂ ਆਮ ਆਦਮੀ ਪਾਰਟੀ ਦੇ ਉਮੀਦਵਾਰਾਂ ਨੇ 9 ਸੀਟਾਂ, ਸ਼੍ਰੋਮਣੀ ਅਕਾਲੀ ਦਲ ਦੇ ਉਮੀਦਵਾਰ ਨੇ 1 ਸੀਟ ਅਤੇ ਆਜ਼ਾਦ ਉਮੀਦਵਾਰਾਂ ਨੇ 11 ਸੀਟਾਂ ਹਾਸਲ ਕੀਤੀਆਂ। — [520, 1313, 838, 1356]
byline: ✚ ਪੰਜਾਬ ਦਾ ਖੁਲਾਸਾ — [676, 728, 836, 748]
article-consumer-day — [682, 93, 1312, 638]
article-col-1: ਮਮਦੋਟ, 21 ਦਸੰਬਰ (ਹਰਪ੍ਰੀਤ ਸਿੰਘ ਰੋਮੀ) ਨਗਰ ਪੰਚਾਇਤ ਮਮਦੋਟ ਦੇ ਵਾਰਡ ਨੰਬਰ 10 ਦੀ ਜ਼ਿਮਨੀ ਚੋਣ ਵਿੱਚ ਉਮੀਦਵਾਰਾਂ ਵੱਲੋਂ ਆਪਣੀ ਕਿਸਮਤ ਅਜ਼ਮਾਈ ਗਈ ਸੀ ਜਿਸ ਵਿੱਚ ਆਮ ਆਦਮੀ ਪਾਰਟੀ ਦੇ ਉਮੀਦਵਾਰ ਗੁਰਪ੍ਰੀਤ ਸਿੰਘ ਨੂੰ 63 ਵੋਟਾਂ ਪ੍ਰਾਪਤ ਹੋਈਆਂ, ਜਦ ਕਿ ਅਜ਼ਾਦ ਉਮੀਦਵਾਰ ਨੂੰ 156 ਵੋਟਾਂ ਅਤੇ 1 ਵੋਟ ਨੋਟਾ ਨੂੰ ਪਈ। ਆਮ ਆਦਮੀ ਪਾਰਟੀ ਦੇ ਉਮੀਦਵਾਰ ਨੂੰ 214 ਵੋਟਾਂ ਪ੍ਰਾਪਤ ਕਰਕੇ 58 ਵੋਟਾਂ ਦੇ ਫਰਕ ਨਾਲ ਜੇਤੂ ਰਹੇ। — [34, 1202, 174, 1384]
article-lead: ਜਲੰਧਰ, 21 ਦਸੰਬਰ (ਅੰਮ੍ਰਿਤਪਾਲ ਸਿੰਘ) ਕੇਂਦਰੀ ਗ੍ਰਹਿ ਮੰਤਰੀ ਅਮਿਤ ਸ਼ਾਹ ਵੱਲੋਂ ਡਾਕਟਰ ਬੀ.ਆਰ. ਅੰਬੇਡਕਰ ਬਾਰੇ ਕੀਤੀ ਗਈ ਟਿੱਪਣੀ ਦੀ ਨਿੰਦਾ ਕਰਦਿਆਂ ਕਾਂਗਰਸ ਅਤੇ ਆਮ ਆਦਮੀ ਪਾਰਟੀ ਨੇ ਅੱਜ ਸ਼ਹਿਰ 'ਚ ਪ੍ਰਦਰਸ਼ਨ — [34, 218, 352, 261]
article-bathinda — [520, 1095, 838, 1535]
divider — [531, 1677, 977, 1679]
article-bottom: ਇਕਬਾਲ ਸਿੰਘ ਸੇਠੀ, ਜਸਵੰਤ ਸਿੰਘ ਸੇਠੀ, ਗੁਰਜਪਿੰਦਰ ਸਿੰਘ ਬੇਦੀ, ਮਨਜੀਤ ਸਿੰਘ ਸਾਹਨੀ, ਪਰਮਜੀਤ ਸਿੰਘ, ਬਲਦੇਵ ਸਿੰਘ ਰਿਆੜ ਤੇ ਹੋਰ ਪਾਰਟੀ ਵਰਕਰ ਹਾਜ਼ਰ ਸਨ ਜਿਨ੍ਹਾਂ ਨੇ ਉਨ੍ਹਾਂ ਨੂੰ ਵਧਾਈ ਦਿੱਤੀ। — [848, 1438, 1312, 1465]
pamma-sandhu-photo — [971, 194, 1151, 394]
gray-bar — [975, 2068, 1344, 2084]
article-col-3: ਕਾਂਗਰਸ ਦੇ ਵਿਧਾਇਕ ਕੁਲਦੀਪ ਸਿੰਘ ਕਾਲਾ ਢਿੱਲੋਂ ਨੇ ਜੇਤੂ ਰਹਿਣ ਵਾਲੇ ਉਮੀਦਵਾਰਾਂ ਨੂੰ ਵਧਾਈ ਦਿੱਤੀ। ਉਨ੍ਹਾਂ ਕਿਹਾ ਕਿ ਭਾਵੇਂ ਸੱਤਾਧਾਰੀ ਪਾਰਟੀ ਨੇ ਜਿੱਤ ਹਾਸਲ ਕੀਤੀ ਹੈ ਪਰ ਨਤੀਜਿਆਂ ਤੋਂ ਹਲਕਾ ਬਰਨਾਲਾ ਤੋਂ ਸਾਰੇ ਉਲਾਂਭੇ ਲਾਹ ਦਿੱਤੇ ਜਾਣਗੇ। — [830, 1838, 977, 1943]
article-lead: ਜਲੰਧਰ, 21 ਦਸੰਬਰ (ਅੰਮ੍ਰਿਤਪਾਲ ਸਿੰਘ) ਜਲੰਧਰ ਨਗਰ ਨਿਗਮ ਚੋਣਾਂ ਲਈ ਸ਼ਨਿੱਚਰਵਾਰ ਨੂੰ ਵੋਟਾਂ ਪਾਉਣ ਲਈ ਨਿਕਲੇ ਵੋਟਰਾਂ ਨੂੰ ਆਪਣੇ ਪੋਲਿੰਗ ਬੂਥਾਂ ਦਾ ਪਤਾ ਲਗਾਉਣ ਵਿੱਚ ਮੁਸ਼ਕਲਾਂ ਦਾ ਸਾਹਮਣਾ ਕਰਨਾ ਪਿਆ ਹੈ। ਵੋਟਰਾਂ ਨੇ ਕਿਹਾ ਕਿ ਉਨ੍ਹਾਂ ਨੂੰ ਦੱਸਿਆ ਗਿਆ ਸੀ ਕਿ ਵਾਰਡਾਂ ਦੀ ਹੱਦਬੰਦੀ ਹੋਣ ਕਾਰਨ ਉਨ੍ਹਾਂ ਦੇ ਬੂਥ ਬਦਲ ਗਏ ਹਨ ਅਤੇ ਹੁਣ ਉਨ੍ਹਾਂ ਨੂੰ ਆਪਣੀ ਵੋਟ ਪਾਉਣ ਲਈ ਨਾਲ ਲੱਗਦੇ ਬੂਥ ਦੇਖਣਾ ਪਵੇਗਾ।ਇਸੇ ਕਾਰਨ, ਪੋਲਿੰਗ ਦੀ — [206, 731, 356, 898]
issue-date: ਐਤਵਾਰ, 22 ਦਸੰਬਰ 2024 — [1121, 64, 1303, 84]
article-ticket-checking — [848, 643, 1312, 1083]
headline: ਐਡਵੋਕੇਟ ਧਾਮੀ ਨੇ 23 ਦਸੰਬਰ ਨੂੰ ਸੱਦੀ ਅੰਤ੍ਰਿੰਗ ਕਮੇਟੀ ਦੀ ਹੰਗਾਮੀ ਇਕੱਤਰਤਾ — [34, 643, 199, 692]
arif-dara-photo — [1002, 1570, 1312, 1798]
nagar-kirtan-photo — [466, 188, 671, 358]
byline: ✚ ਪੰਜਾਬ ਦਾ ਖੁਲਾਸਾ — [848, 697, 978, 717]
article-body: ਜਲੰਧਰ, 21 ਦਸੰਬਰ (ਅੰਮ੍ਰਿਤਪਾਲ ਸਿੰਘ) ਸਮਾਜਿਕ ਸੁਰੱਖਿਆ ਤੇ ਇਸਤਰੀ ਅਤੇ ਬਾਲ ਵਿਕਾਸ ਵਿਭਾਗ ਦੇ ਦਿਸ਼ਾ-ਨਿਰਦੇਸ਼ਾਂ ਅਨੁਸਾਰ ਪ੍ਰਾਜੈਕਟ ਜੀਵਨ ਜੋਤ ਤਹਿਤ ਜਿਲ੍ਹੇ ਵਿੱਚ ਬਾਲਾਂ ਤੋਂ ਭੀਖ ਮੰਗਵਾਉਣ ਖਿਲਾਫ ਮੁਹਿੰਮ ਤਹਿਤ ਅੱਜ ਦੋ ਲੜਕੀਆਂ ਨੂੰ ਬਚਾਇਆ ਗਿਆ। ਜਿਲ੍ਹਾ ਬਾਲ ਸੁਰੱਖਿਆ ਅਫਸਰ ਨੇ ਦੱਸਿਆ ਕਿ ਟੀਮ ਵੱਲੋਂ ਸ਼ਹਿਰ ਦੇ ਵੱਖ-ਵੱਖ ਇਲਾਕਿਆਂ ਵਿੱਚ ਛਾਪੇਮਾਰੀ ਕੀਤੀ ਗਈ। ਬੀਐਮਸੀ ਚੌਕ, ਗੁਰੂ ਨਾਨਕ ਮਿਸ਼ਨ, ਕੁਪਰਥਲਾ ਚੌਕ ਅਤੇ ਵੱਖ-ਵੱਖ ਥਾਵਾਂ 'ਤੇ ਚੈਕਿੰਗ ਕੀਤੀ ਗਈ। ਬੱਚਿਆਂ ਨੂੰ ਬਾਲ ਭਲਾਈ ਕਮੇਟੀ ਅੱਗੇ ਪੇਸ਼ ਕਰਕੇ ਸਰਕਾਰੀ ਸ਼ੈਲਟਰ ਹੋਮ ਵਿਖੇ ਭੇਜਿਆ ਗਿਆ। — [676, 753, 836, 966]
headline: ਨਗਰ ਪੰਚਾਇਤ ਮਮਦੋਟ ਦੇ ਵਾਰਡ ਨੰਬਰ 10 ਤੋਂ ਆਪ ਗੁਰਪ੍ਰੀਤ ਸਿੰਘ ਸਵਨਾ 58 ਵੋਟਾਂ ਦੇ ਫਰਕ ਨਾਲ ਜੇਤੂ — [39, 1095, 499, 1143]
black-dot — [122, 2065, 144, 2087]
article-lead: ਘਨੌਰ, 21 ਦਸੰਬਰ (ਅਭਿਸ਼ੇਕ ਸੂਦ)- ਸ਼ਹੀਦ ਬਾਬਾ ਜੀਵਨ ਸਿੰਘ ਸੰਸਥਾ ਦੇ — [356, 173, 615, 185]
article-pension — [34, 1552, 510, 2052]
article-jaspal-kaur — [848, 1095, 1312, 1535]
headline: ਜਲੰਧਰ ਵਿੱਚ ਵੋਟਰਾਂ ਨੂੰ ਪੋਲਿੰਗ ਬੂਥਾਂ ਨੂੰ ਲੱਭਣ ਵਿਚ ਆਈ ਪ੍ਰੇਸ਼ਾਨੀ — [227, 643, 645, 698]
article-para-2: ਜਿਲ੍ਹਾ ਚੋਣ ਅਫਸਰ ਨੇ ਅੱਗੇ ਦੱਸਿਆ ਕਿ ਨਗਰ ਨਿਗਮ ਬਠਿੰਡਾ ਦੇ 48 ਨੰਬਰ ਵਾਰਡ ਤੇ ਨਗਰ ਕੌਂਸਲ ਗੋਨਿਆਣਾ ਦੇ 9 ਨੰਬਰ ਵਾਰਡ ਤੋਂ ਆਮ ਆਦਮੀ ਪਾਰਟੀ ਦੇ ਉਮੀਦਵਾਰ ਜੇਤੂ ਰਹੇ। ਇਸੇ ਤਰ੍ਹਾਂ ਨਗਰ ਪੰਚਾਇਤ ਲਹਿਰਾ ਮੁਹੱਬਤ ਦੇ 4 ਵੱਖ-ਵੱਖ ਵਾਰਡਾਂ 'ਚੋਂ ਆਮ ਆਦਮੀ ਪਾਰਟੀ ਦਾ 1 ਅਤੇ 3 ਆਜ਼ਾਦ ਉਮੀਦਵਾਰਾਂ ਨੇ ਜਿੱਤ ਹਾਸਲ ਕੀਤੀ। — [520, 1235, 838, 1294]
article-col-2: ਵੀ ਕੇ ਕਪੂਰ ਨੇ ਦੱਸਿਆ ਕਿ ਪੰਜਾਬ ਲੋਕ ਨਿਰਮਾਣ ਵਿਭਾਗ ਭਵਨ ਅਤੇ ਮਾਰਗ — [186, 1610, 345, 1637]
gray-bar — [178, 2068, 658, 2084]
